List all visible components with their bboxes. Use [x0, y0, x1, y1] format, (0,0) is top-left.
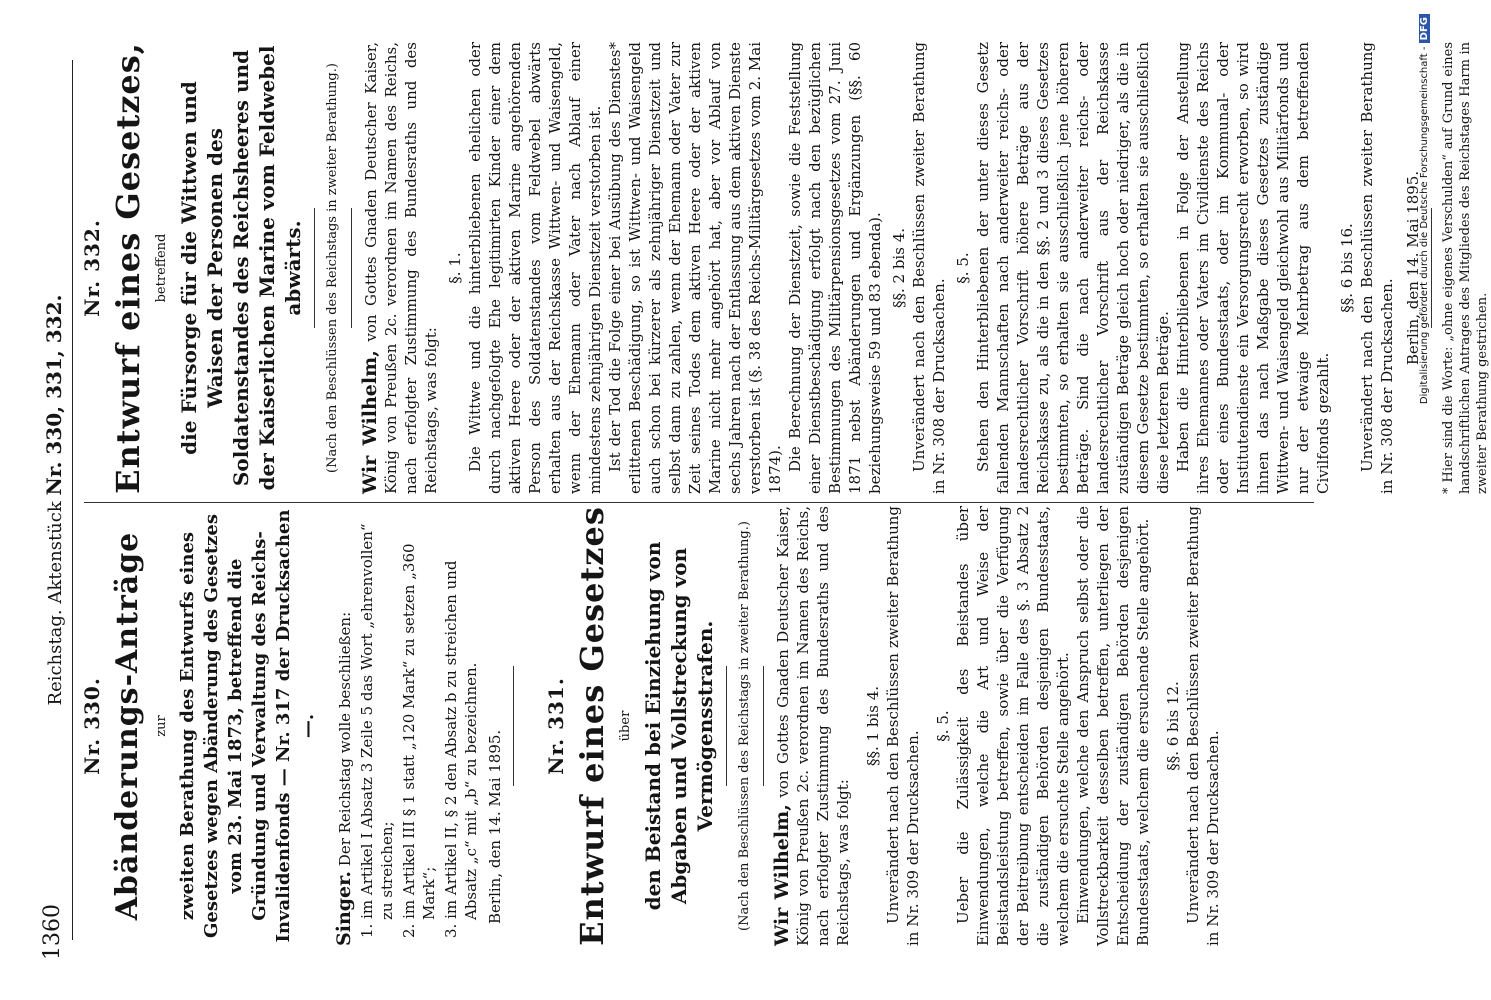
doc331-s1-4-text: Unverändert nach den Beschlüssen zweiter Berathung in Nr. 309 der Drucksachen. [884, 506, 922, 946]
page-number: 1360 [40, 904, 65, 960]
doc330-title: Abänderungs-Anträge [110, 531, 145, 921]
doc330-intro: Der Reichstag wolle beschließen: [336, 611, 354, 867]
doc331-s5-p2: Einwendungen, welche den Anspruch selbst oder die Vollstreckbarkeit desselben betreffen, unterliegen der Entscheidung der zuständigen Behörden desjenigen Bundesstaats, welchem die ersuchende Stelle angehört. [1074, 506, 1152, 946]
doc331-uber: über [618, 710, 633, 742]
doc332-preamble-text: von Gottes Gnaden Deutscher Kaiser, König von Preußen 2c. verordnen im Namen des Reichs, nach erfolgter Zustimmung des Bundesraths und des Reichstags, was folgt: [362, 42, 440, 494]
doc332-s2-4: §§. 2 bis 4. [890, 227, 908, 309]
doc330-date: Berlin, den 14. Mai 1895. [486, 729, 504, 924]
doc332-footnote: * Hier sind die Worte: „ohne eigenes Verschulden“ auf Grund eines handschriftlichen Antrages des Mitgliedes des Reichstages Harm in zweiter Berathung gestrichen. [1441, 42, 1490, 494]
doc332-s1: §. 1. [446, 252, 464, 284]
doc330-item-1: 1. im Artikel I Absatz 3 Zeile 5 das Wort „ehrenvollen“ zu streichen; [358, 523, 396, 938]
doc330-signer: Singer. [333, 870, 355, 946]
doc332-date: Berlin, den 14. Mai 1895. [1404, 170, 1422, 366]
column-divider [84, 502, 1314, 503]
doc332-title: Entwurf eines Gesetzes, [109, 42, 147, 494]
doc330-zur: zur [154, 715, 169, 737]
dfg-logo: DFG [1419, 14, 1430, 43]
running-title-numbers: Nr. 330, 331, 332. [42, 294, 66, 496]
doc332-s2-4-text: Unverändert nach den Beschlüssen zweiter Berathung in Nr. 308 der Drucksachen. [910, 42, 948, 494]
doc332-s1-p2: Ist der Tod die Folge einer bei Ausübung des Dienstes* erlittenen Beschädigung, so ist Wittwen- und Waisengeld auch schon bei kürzerer als zehnjähriger Dienstzeit und selbst dann zu zahlen, wenn der Ehemann oder Vater zur Zeit seines Todes dem aktiven Heere oder der aktiven Marine nicht mehr angehört hat, aber vor Ablauf von sechs Jahren nach der Entlassung aus dem aktiven Dienste verstorben ist (§. 38 des Reichs-Militärgesetzes vom 2. Mai 1874). [606, 42, 784, 494]
doc330-subject: zweiten Berathung des Entwurfs eines Gesetzes wegen Abänderung des Gesetzes vom 23. Mai 1873, betreffend die Gründung und Verwaltung des Reichs-Invalidenfonds — Nr. 317 der Drucksachen —. [177, 509, 318, 943]
doc331-note: (Nach den Beschlüssen des Reichstags in zweiter Berathung.) [737, 521, 752, 931]
running-title-text: Reichstag. Aktenstück [45, 501, 66, 706]
doc330-item-3: 3. im Artikel II, § 2 den Absatz b zu streichen und Absatz „c“ mit „b“ zu bezeichnen. [442, 560, 480, 938]
doc332-s1-p1: Die Wittwe und die hinterbliebenen ehelichen oder durch nachgefolgte Ehe legitimirten Kinder einer dem aktiven Heere oder der aktiven Marine angehörenden Person des Soldatenstandes vom Feldwebel abwärts erhalten aus der Reichskasse Wittwen- und Waisengeld, wenn der Ehemann oder Vater nach Ablauf einer mindestens zehnjährigen Dienstzeit verstorben ist. [466, 42, 604, 494]
doc332-s5-p1: Stehen den Hinterbliebenen der unter dieses Gesetz fallenden Mannschaften nach anderweiter reichs- oder landesrechtlicher Vorschrift höhere Beträge aus der Reichskasse zu, als die in den §§. 2 und 3 dieses Gesetzes bestimmten, so erhalten sie ausschließlich jene höheren Beträge. Sind die nach anderweiter reichs- oder landesrechtlicher Vorschrift aus der Reichskasse zuständigen Beträge gleich hoch oder niedriger, als die in diesem Gesetze bestimmten, so erhalten sie ausschließlich diese letzteren Beträge. [974, 42, 1172, 494]
doc331-s6-12-text: Unverändert nach den Beschlüssen zweiter Berathung in Nr. 309 der Drucksachen. [1184, 506, 1222, 946]
doc331-subject: den Beistand bei Einziehung von Abgaben und Vollstreckung von Vermögensstrafen. [641, 541, 717, 911]
doc332-preamble-name: Wir Wilhelm, [359, 350, 381, 494]
separator-rule [314, 208, 315, 328]
doc331-preamble [772, 506, 853, 946]
doc330-motion [334, 506, 355, 946]
header-rule [72, 60, 73, 940]
doc332-preamble [360, 42, 441, 494]
doc331-s5: §. 5. [934, 710, 952, 742]
digitization-credit-text [1418, 0, 1432, 1000]
separator-rule [726, 666, 727, 786]
doc332-number: Nr. 332. [80, 219, 104, 317]
doc331-s1-4: §§. 1 bis 4. [864, 685, 882, 767]
left-column [80, 506, 1223, 946]
digitization-credit [1418, 0, 1432, 1000]
doc332-betreffend: betreffend [154, 233, 169, 303]
doc332-s5: §. 5. [954, 252, 972, 284]
separator-rule [351, 208, 352, 328]
credit-text: Digitalisierung gefördert durch die Deutsche Forschungsgemeinschaft - [1419, 46, 1430, 405]
doc331-s6-12: §§. 6 bis 12. [1164, 681, 1182, 771]
doc332-note: (Nach den Beschlüssen des Reichstags in zweiter Berathung.) [325, 63, 340, 473]
doc332-subject: die Fürsorge für die Wittwen und Waisen der Personen des Soldatenstandes des Reichsheeres und der Kaiserlichen Marine vom Feldwebel abwärts. [177, 45, 305, 491]
running-title [42, 0, 66, 1000]
right-column [80, 42, 1491, 494]
separator-rule [763, 666, 764, 786]
doc331-s5-p1: Ueber die Zulässigkeit des Beistandes über Einwendungen, welche die Art und Weise der Beistandsleistung betreffen, sowie über die Verfügung der Beitreibung entscheiden im Falle des §. 3 Absatz 2 die zuständigen Behörden desjenigen Bundesstaats, welchem die ersuchte Stelle angehört. [954, 506, 1072, 946]
doc330-number: Nr. 330. [80, 677, 104, 775]
doc330-item-2: 2. im Artikel III § 1 statt „120 Mark“ zu setzen „360 Mark“; [400, 543, 438, 938]
page-header [28, 0, 68, 1000]
doc331-title: Entwurf eines Gesetzes [573, 506, 611, 946]
doc331-preamble-text: von Gottes Gnaden Deutscher Kaiser, König von Preußen 2c. verordnen im Namen des Reichs, nach erfolgter Zustimmung des Bundesraths und des Reichstags, was folgt: [774, 506, 852, 946]
doc332-s1-p3: Die Berechnung der Dienstzeit, sowie die Feststellung einer Dienstbeschädigung erfolgt nach den bezüglichen Bestimmungen des Militärpensionsgesetzes vom 27. Juni 1871 nebst Abänderungen und Ergänzungen (§§. 60 beziehungsweise 59 und 83 ebenda). [786, 42, 884, 494]
doc332-s6-16: §§. 6 bis 16. [1338, 223, 1356, 313]
separator-rule [513, 666, 514, 786]
doc332-s5-p2: Haben die Hinterbliebenen in Folge der Anstellung ihres Ehemannes oder Vaters im Civildienste des Reichs oder eines Bundesstaats, oder im Kommunal- oder Institutendienste ein Versorgungsrecht erworben, so wird ihnen das nach Maßgabe dieses Gesetzes zuständige Wittwen- und Waisengeld gleichwohl aus Militärfonds und nur der etwaige Mehrbetrag aus dem betreffenden Civilfonds gezahlt. [1174, 42, 1332, 494]
doc332-s6-16-text: Unverändert nach den Beschlüssen zweiter Berathung in Nr. 308 der Drucksachen. [1358, 42, 1396, 494]
doc331-preamble-name: Wir Wilhelm, [771, 804, 793, 946]
doc331-number: Nr. 331. [544, 677, 568, 775]
